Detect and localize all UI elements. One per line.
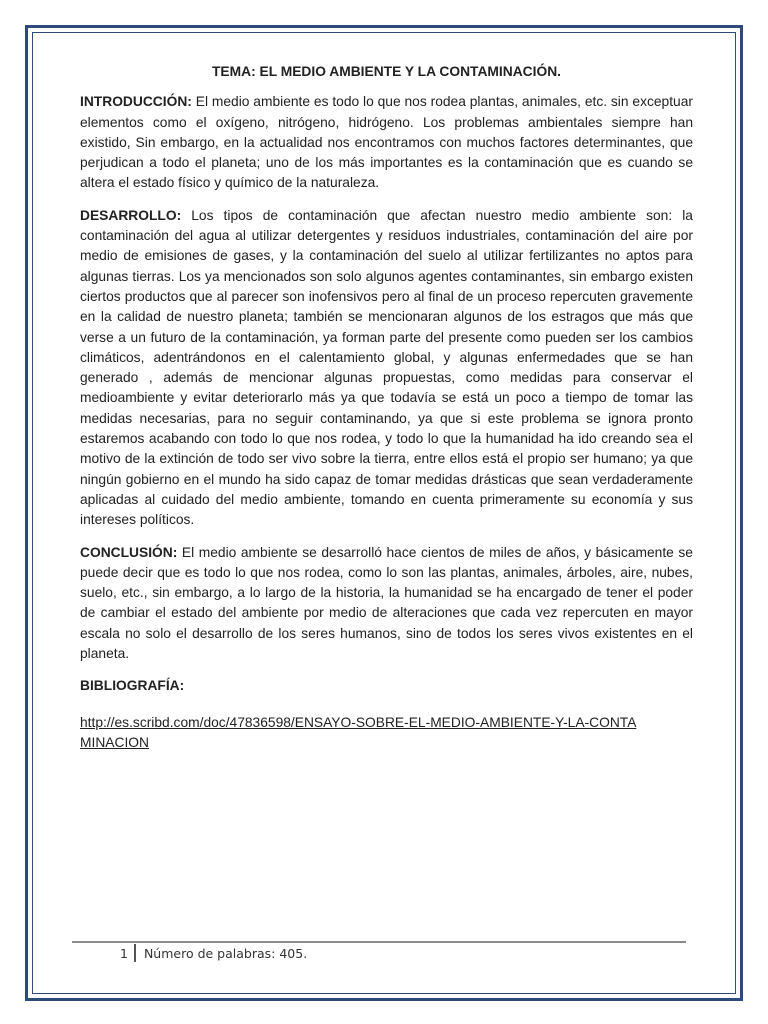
conclusion-paragraph (80, 543, 693, 665)
intro-text: El medio ambiente es todo lo que nos rodea plantas, animales, etc. sin exceptuar elementos como el oxígeno, nitrógeno, hidrógeno. Los problemas ambientales siempre han existido, Sin embargo, en la actualidad nos encontramos con muchos factores determinantes, que perjudican a todo el planeta; uno de los más importantes es la contaminación que es cuando se altera el estado físico y químico de la naturaleza. (80, 94, 693, 191)
development-paragraph (80, 206, 693, 531)
footer-separator (134, 944, 136, 962)
conclusion-text: El medio ambiente se desarrolló hace cientos de miles de años, y básicamente se puede decir que es todo lo que nos rodea, como lo son las plantas, animales, árboles, aire, nubes, suelo, etc., sin embargo, a lo largo de la historia, la humanidad se ha encargado de tener el poder de cambiar el estado del ambiente por medio de alteraciones que cada vez repercuten en mayor escala no solo el desarrollo de los seres humanos, sino de todos los seres vivos existentes en el planeta. (80, 544, 693, 662)
bibliography-link[interactable]: http://es.scribd.com/doc/47836598/ENSAYO-SOBRE-EL-MEDIO-AMBIENTE-Y-LA-CONTAMINACION (80, 714, 637, 750)
intro-paragraph (80, 92, 693, 193)
document-body (80, 62, 693, 753)
page-number: 1 (120, 945, 128, 961)
conclusion-heading: CONCLUSIÓN: (80, 544, 178, 560)
footer-divider (72, 941, 686, 943)
document-title: TEMA: EL MEDIO AMBIENTE Y LA CONTAMINACIÓN. (211, 64, 561, 79)
page-footer (120, 944, 307, 962)
intro-heading: INTRODUCCIÓN: (80, 94, 192, 110)
development-text: Los tipos de contaminación que afectan nuestro medio ambiente son: la contaminación del agua al utilizar detergentes y residuos industriales, contaminación del aire por medio de emisiones de gases, y la contaminación del suelo al utilizar fertilizantes no aptos para algunas tierras. Los ya mencionados son solo algunos agentes contaminantes, sin embargo existen ciertos productos que al parecer son inofensivos pero al final de un proceso repercuten gravemente en la calidad de nuestro planeta; también se mencionaran algunos de los estragos que más que verse a un futuro de la contaminación, ya forman parte del presente como pueden ser los cambios climáticos, adentrándonos en el calentamiento global, y algunas enfermedades que se han generado , además de mencionar algunas propuestas, como medidas para conservar el medioambiente y evitar deteriorarlo más ya que todavía se está un poco a tiempo de tomar las medidas necesarias, para no seguir contaminando, ya que si este problema se ignora pronto estaremos acabando con todo lo que nos rodea, y todo lo que la humanidad ha ido creando sea el motivo de la extinción de todo ser vivo sobre la tierra, entre ellos está el propio ser humano; ya que ningún gobierno en el mundo ha sido capaz de tomar medidas drásticas que sean verdaderamente aplicadas al cuidado del medio ambiente, tomando en cuenta primeramente su economía y sus intereses políticos. (80, 207, 693, 528)
development-heading: DESARROLLO: (80, 207, 182, 223)
bibliography-heading: BIBLIOGRAFÍA: (80, 678, 185, 694)
word-count: Número de palabras: 405. (143, 945, 308, 961)
